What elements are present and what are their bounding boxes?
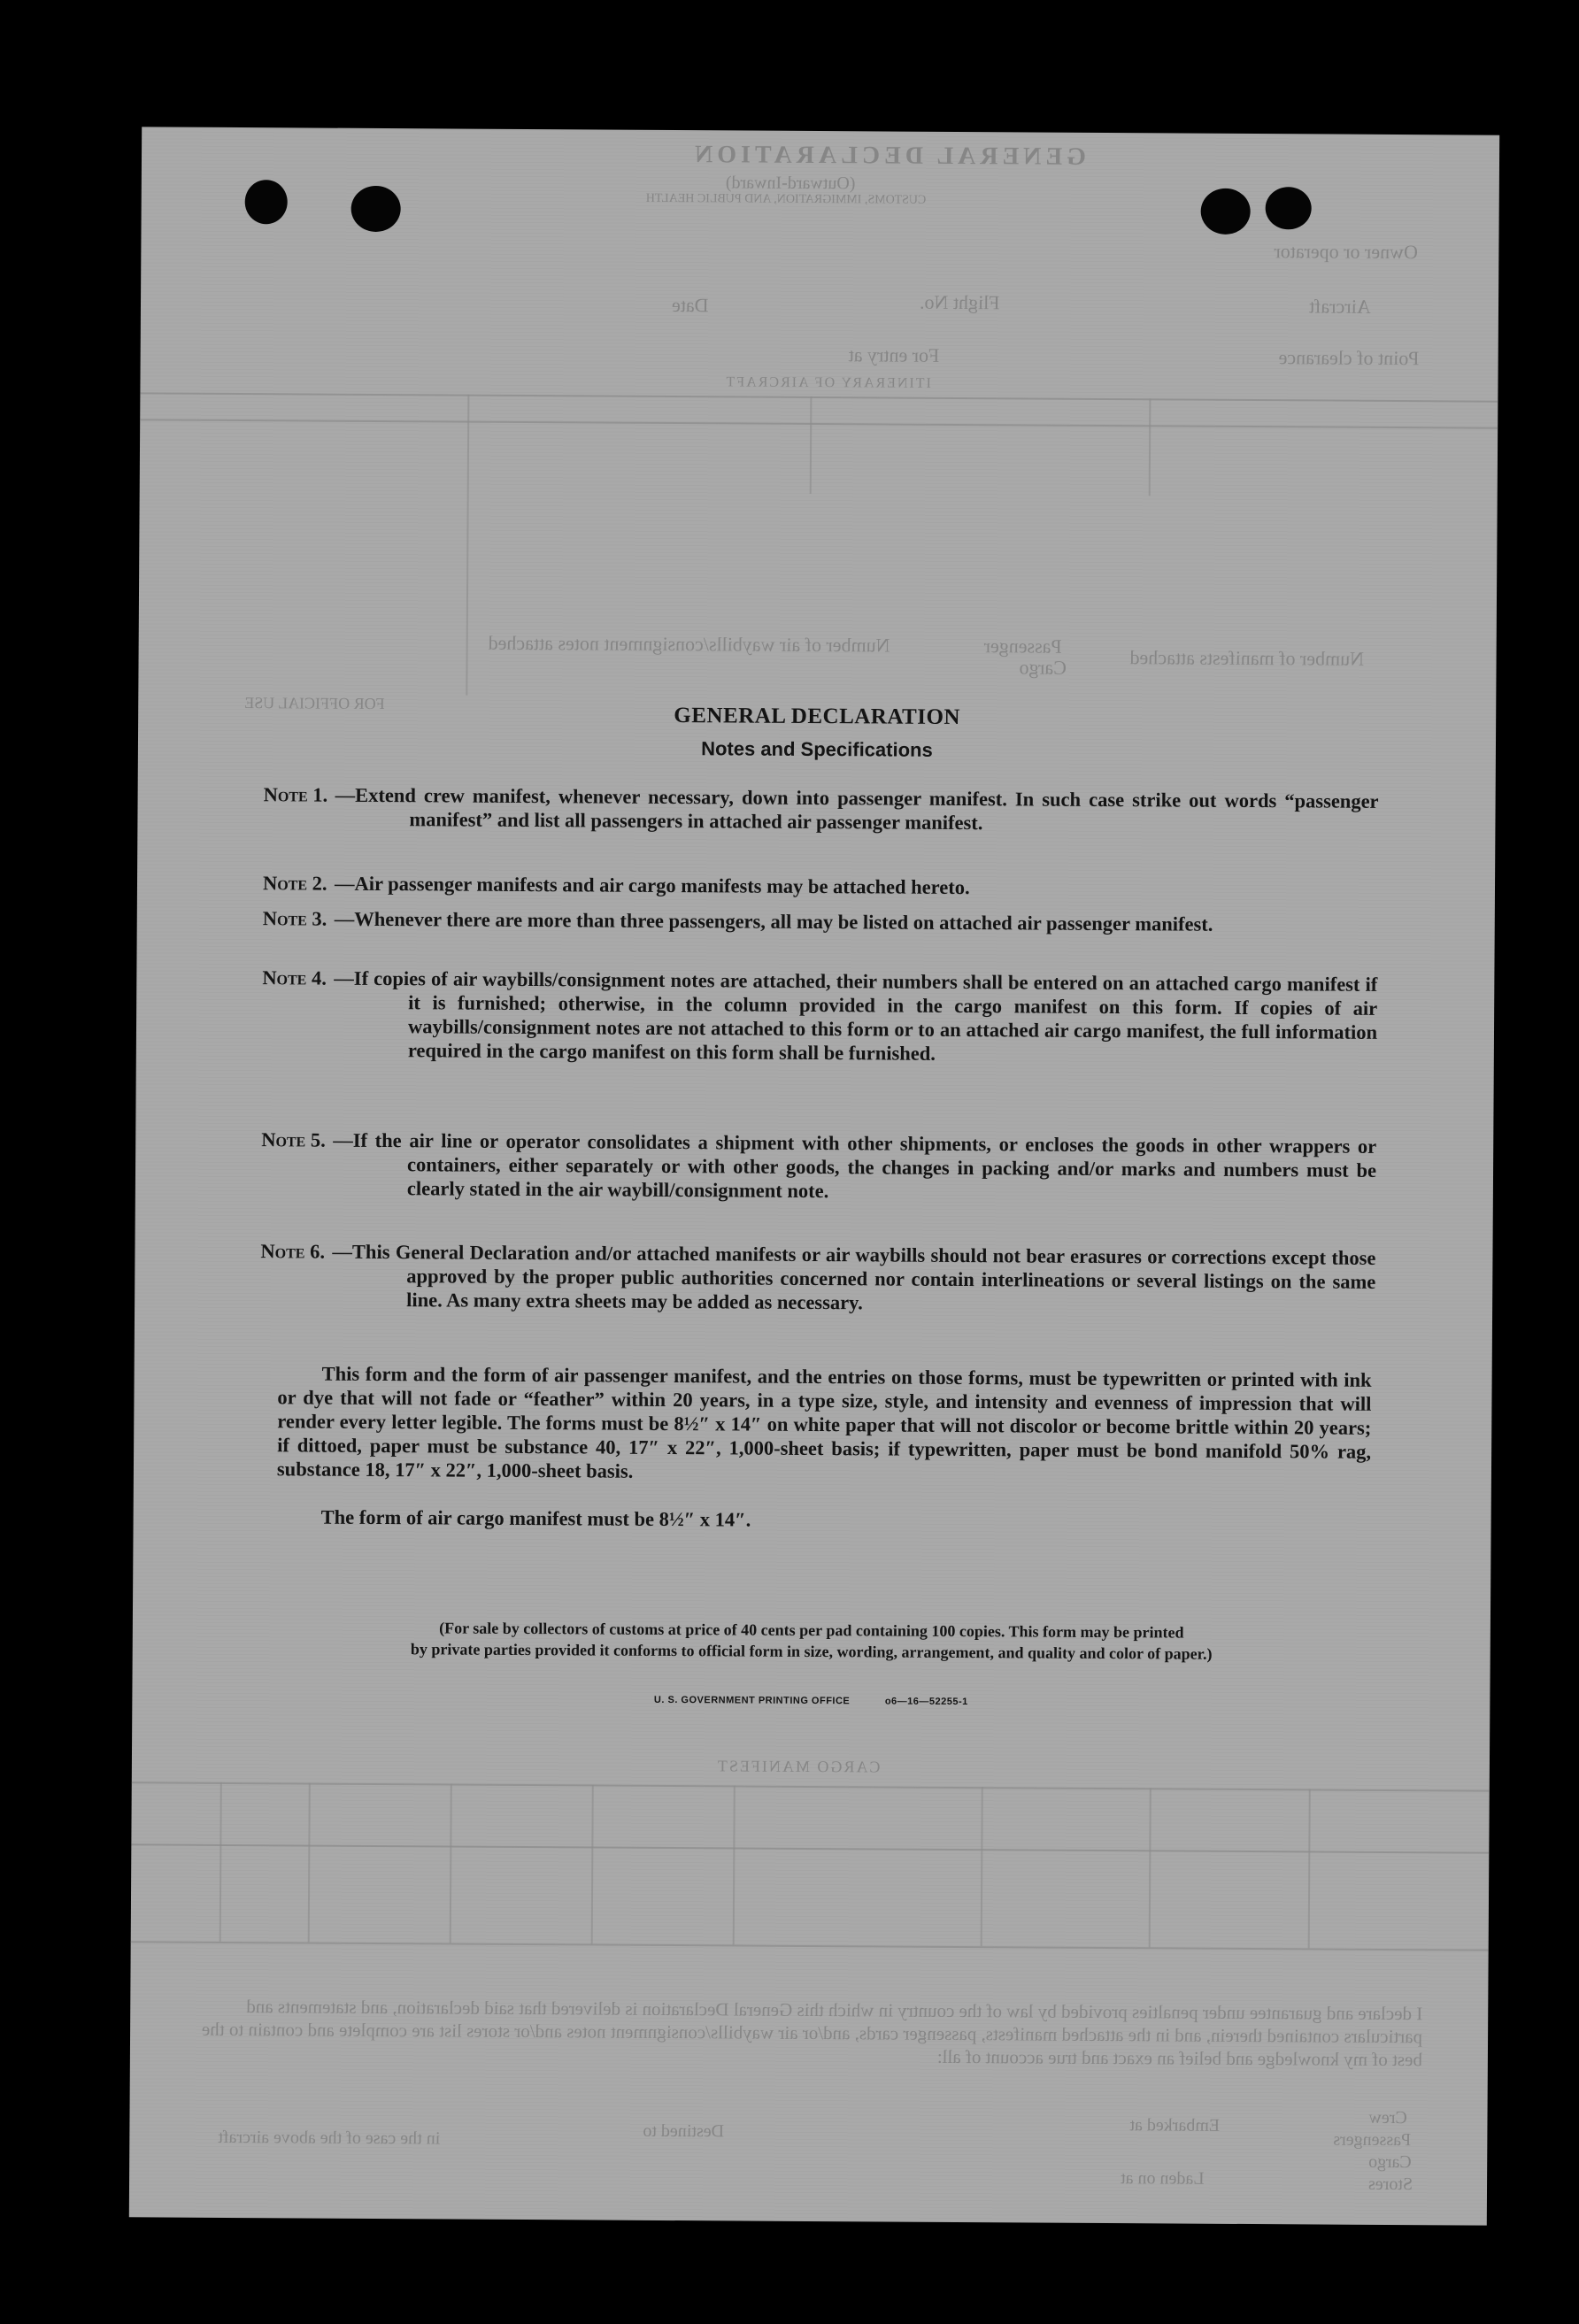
showthrough-cargo-list: Cargo <box>1368 2151 1412 2173</box>
showthrough-crew: Crew <box>1368 2107 1407 2128</box>
showthrough-date: Date <box>671 293 709 317</box>
note-3-text: —Whenever there are more than three passengers, all may be listed on attached air passenger manifest. <box>334 907 1213 935</box>
showthrough-aircraft: Aircraft <box>1308 295 1371 318</box>
page-title: GENERAL DECLARATION <box>674 704 961 729</box>
note-6-text: —This General Declaration and/or attached manifests or air waybills should not bear erasures or corrections except those approved by the proper public authorities concerned nor contain interlineations or several listings on the same line. As many extra sheets may be added as necessary. <box>332 1240 1376 1314</box>
note-2-text: —Air passenger manifests and air cargo manifests may be attached hereto. <box>334 872 970 899</box>
note-3-label: Note 3. <box>262 907 327 930</box>
form-page <box>129 127 1499 2225</box>
showthrough-passengers-list: Passengers <box>1333 2129 1412 2151</box>
print-code: o6—16—52255-1 <box>884 1696 968 1708</box>
note-1-text: —Extend crew manifest, whenever necessary, down into passenger manifest. In such case strike out words “passenger manifest” and list all passengers in attached air passenger manifest. <box>335 783 1379 835</box>
cargo-size-note: The form of air cargo manifest must be 8½″ x 14″. <box>320 1505 751 1531</box>
form-content <box>129 127 1499 2225</box>
showthrough-in-case: in the case of the above aircraft <box>218 2127 441 2149</box>
showthrough-laden: Laden on at <box>1121 2168 1205 2189</box>
note-3 <box>263 906 1378 937</box>
printer-name: U. S. GOVERNMENT PRINTING OFFICE <box>653 1694 851 1707</box>
showthrough-official-use: FOR OFFICIAL USE <box>244 694 385 713</box>
sale-note-line-2: by private parties provided it conforms to official form in size, wording, arrangement, and quality and color of paper.) <box>410 1640 1213 1663</box>
note-2 <box>263 871 1378 902</box>
showthrough-cargo-manifest: CARGO MANIFEST <box>715 1757 881 1776</box>
printer-line <box>132 1691 1490 1710</box>
note-1 <box>263 782 1378 837</box>
showthrough-destined: Destined to <box>643 2120 725 2142</box>
sale-note <box>133 1615 1490 1666</box>
showthrough-owner: Owner or operator <box>1274 240 1418 264</box>
showthrough-manifests: Number of manifests attached <box>1129 646 1365 670</box>
note-4 <box>262 966 1378 1068</box>
showthrough-stores: Stores <box>1367 2174 1413 2195</box>
showthrough-agencies: CUSTOMS, IMMIGRATION, AND PUBLIC HEALTH <box>645 191 927 207</box>
note-1-label: Note 1. <box>263 783 328 806</box>
showthrough-declare: I declare and guarantee under penalties provided by law of the country in which this General Declaration is delivered that said declaration, and statements and particulars contained therein, and in the attached manifests, passenger cards, and/or air waybills/consignment notes and/or stores list are complete and contain to the best of my knowledge and belief an exact and true account of all: <box>201 1996 1423 2071</box>
note-6 <box>260 1239 1375 1318</box>
note-4-label: Note 4. <box>262 966 327 989</box>
showthrough-for-entry: For entry at <box>848 343 940 366</box>
showthrough-embarked: Embarked at <box>1129 2115 1221 2135</box>
note-5 <box>261 1127 1376 1206</box>
showthrough-waybills: Number of air waybills/consignment notes attached <box>488 631 890 657</box>
showthrough-itinerary: ITINERARY OF AIRCRAFT <box>724 374 931 391</box>
showthrough-passengers: Passenger <box>983 635 1062 658</box>
sale-note-line-1: (For sale by collectors of customs at price of 40 cents per pad containing 100 copies. This form may be printed <box>439 1619 1184 1642</box>
note-6-label: Note 6. <box>260 1240 326 1263</box>
note-5-label: Note 5. <box>261 1128 326 1151</box>
page-subtitle: Notes and Specifications <box>701 737 933 761</box>
showthrough-clearance: Point of clearance <box>1278 346 1420 370</box>
note-4-text: —If copies of air waybills/consignment notes are attached, their numbers shall be entered on an attached cargo manifest if it is furnished; otherwise, in the column provided in the cargo manifest on this form. If copies of air waybills/consignment notes are not attached to this form or to an attached air cargo manifest, the full information required in the cargo manifest on this form shall be furnished. <box>334 966 1378 1065</box>
print-specification-paragraph: This form and the form of air passenger manifest, and the entries on those forms, must be typewritten or printed with ink or dye that will not fade or “feather” within 20 years, in a type size, style, and intensity and evenness of impression that will render every letter legible. The forms must be 8½″ x 14″ on white paper that will not discolor or become brittle within 20 years; if dittoed, paper must be substance 40, 17″ x 22″, 1,000-sheet basis; if typewritten, paper must be bond manifold 50% rag, substance 18, 17″ x 22″, 1,000-sheet basis. <box>276 1362 1372 1482</box>
showthrough-cargo: Cargo <box>1019 656 1067 679</box>
note-2-label: Note 2. <box>262 872 327 895</box>
showthrough-flight: Flight No. <box>919 290 1000 314</box>
note-5-text: —If the air line or operator consolidates a shipment with other shipments, or encloses the goods in other wrappers or containers, either separately or with other goods, the changes in packing and/or marks and numbers must be clearly stated in the air waybill/consignment note. <box>333 1128 1377 1203</box>
showthrough-header-sub: (Outward-Inward) <box>725 173 856 194</box>
showthrough-header: GENERAL DECLARATION <box>689 141 1087 171</box>
